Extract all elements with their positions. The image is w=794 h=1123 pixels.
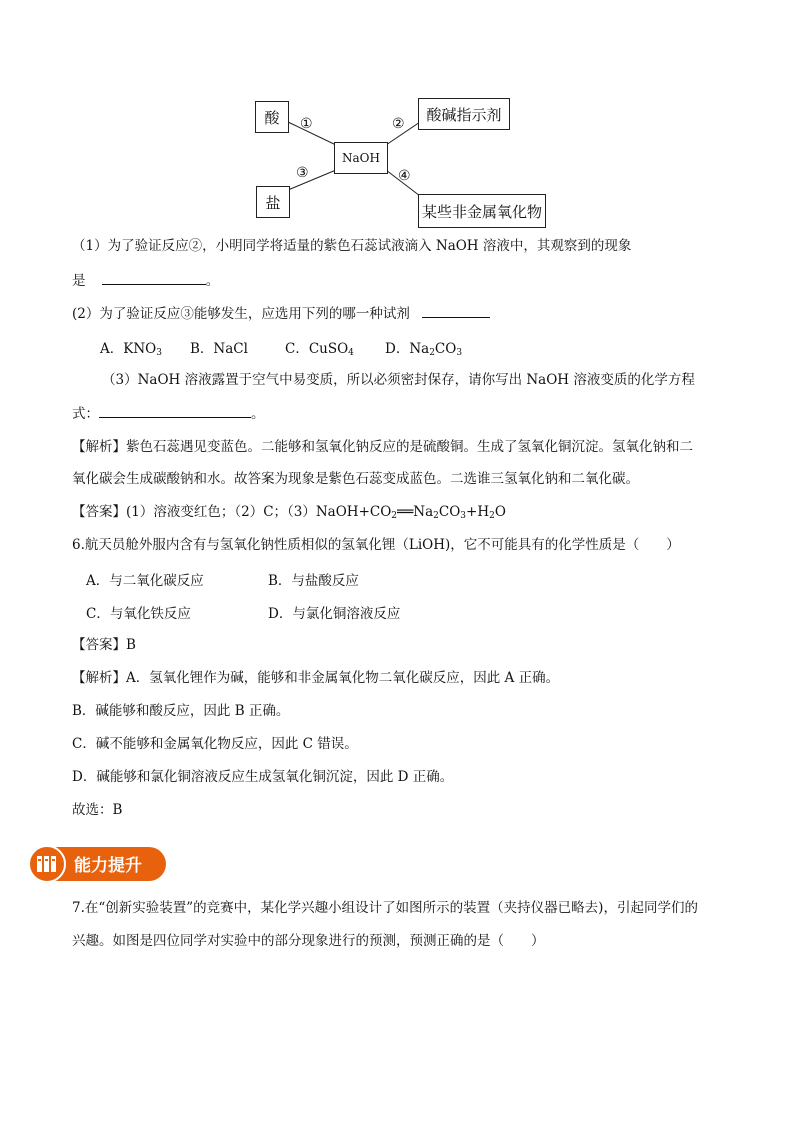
- q5-part2-line: [72, 303, 490, 324]
- q7-line1: 7.在“创新实验装置”的竞赛中，某化学兴趣小组设计了如图所示的装置（夹持仪器已略去)，引起同学们的: [72, 900, 698, 916]
- q5-answer-h: +H: [466, 504, 490, 520]
- section-banner: [28, 845, 168, 883]
- q6-conclusion: 故选：B: [72, 802, 123, 818]
- nonmetal-oxide-box: 某些非金属氧化物: [418, 194, 546, 228]
- q5-option-d: [385, 337, 462, 358]
- naoh-box: NaOH: [334, 142, 388, 174]
- q5-option-a: [100, 337, 162, 358]
- q5-option-a-text: A．KNO: [100, 341, 157, 357]
- q5-option-a-sub: 3: [156, 348, 162, 358]
- q5-answer-co: CO: [438, 504, 461, 520]
- q5-answer-sub2: 2: [433, 511, 439, 521]
- q5-answer-eq: ══Na: [397, 504, 434, 520]
- q5-option-b: B．NaCl: [190, 341, 248, 357]
- q5-answer-sub4: 2: [489, 511, 495, 521]
- q6-option-d: D．与氯化铜溶液反应: [268, 606, 401, 622]
- label-3: ③: [296, 165, 309, 181]
- acid-box: 酸: [255, 101, 289, 133]
- q5-analysis-line2: 氧化碳会生成碳酸钠和水。故答案为现象是紫色石蕊变成蓝色。二选谁三氢氧化钠和二氧化碳。: [72, 471, 639, 487]
- q5-answer-o: O: [494, 504, 506, 520]
- q5-option-c: [285, 337, 354, 358]
- q5-part3-line2: [72, 403, 265, 424]
- q5-part1-line2: [72, 270, 219, 291]
- q5-option-c-sub: 4: [348, 348, 354, 358]
- label-1: ①: [300, 116, 313, 132]
- q5-answer-sub3: 3: [460, 511, 467, 521]
- q5-part3-line1: （3）NaOH 溶液露置于空气中易变质，所以必须密封保存，请你写出 NaOH 溶液变质的化学方程: [102, 372, 695, 388]
- label-4: ④: [398, 168, 411, 184]
- q5-answer-prefix: 【答案】(1）溶液变红色；（2）C；（3）NaOH+CO: [72, 504, 392, 520]
- q6-analysis-c: C．碱不能够和金属氧化物反应，因此 C 错误。: [72, 736, 358, 752]
- q6-analysis-d: D．碱能够和氯化铜溶液反应生成氢氧化铜沉淀，因此 D 正确。: [72, 769, 454, 785]
- salt-box: 盐: [256, 186, 290, 218]
- q5-part1-line1: （1）为了验证反应②，小明同学将适量的紫色石蕊试液滴入 NaOH 溶液中，其观察到的现象: [72, 238, 632, 254]
- q5-part3-lead: 式：: [72, 406, 99, 422]
- q6-analysis-b: B．碱能够和酸反应，因此 B 正确。: [72, 703, 290, 719]
- q5-part1-end: 。: [205, 273, 220, 289]
- indicator-box: 酸碱指示剂: [418, 98, 510, 130]
- q5-option-d-sub1: 2: [429, 348, 435, 358]
- q5-part2-text: (2）为了验证反应③能够发生，应选用下列的哪一种试剂: [72, 306, 410, 322]
- q5-option-c-text: C．CuSO: [285, 341, 349, 357]
- q5-analysis-line1: 【解析】紫色石蕊遇见变蓝色。二能够和氢氧化钠反应的是硫酸铜。生成了氢氧化铜沉淀。氢氧化钠和二: [72, 439, 693, 455]
- q5-part3-end: 。: [251, 406, 265, 422]
- answer-blank-2[interactable]: [422, 303, 490, 318]
- q5-option-d-mid: CO: [434, 341, 457, 357]
- reaction-diagram: [0, 0, 794, 240]
- books-icon: [28, 845, 66, 883]
- q5-answer-sub1: 2: [391, 511, 398, 521]
- answer-blank-1[interactable]: [102, 270, 206, 285]
- q6-analysis-a: 【解析】A．氢氧化锂作为碱，能够和非金属氧化物二氧化碳反应，因此 A 正确。: [72, 670, 560, 686]
- q5-answer: [72, 502, 506, 526]
- q7-line2: 兴趣。如图是四位同学对实验中的部分现象进行的预测，预测正确的是（ ）: [72, 933, 545, 949]
- q5-option-d-sub2: 3: [456, 348, 463, 358]
- section-title: 能力提升: [74, 856, 142, 876]
- label-2: ②: [392, 116, 405, 132]
- answer-blank-3[interactable]: [99, 403, 251, 418]
- q5-option-d-text: D．Na: [385, 341, 430, 357]
- q6-stem: 6.航天员舱外服内含有与氢氧化钠性质相似的氢氧化锂（LiOH)，它不可能具有的化学性质是（ ）: [72, 537, 680, 553]
- q6-option-c: C．与氧化铁反应: [86, 606, 191, 622]
- q6-option-a: A．与二氧化碳反应: [86, 573, 204, 589]
- q6-option-b: B．与盐酸反应: [268, 573, 359, 589]
- q5-part1-lead: 是: [72, 273, 86, 289]
- q6-answer: 【答案】B: [72, 637, 136, 653]
